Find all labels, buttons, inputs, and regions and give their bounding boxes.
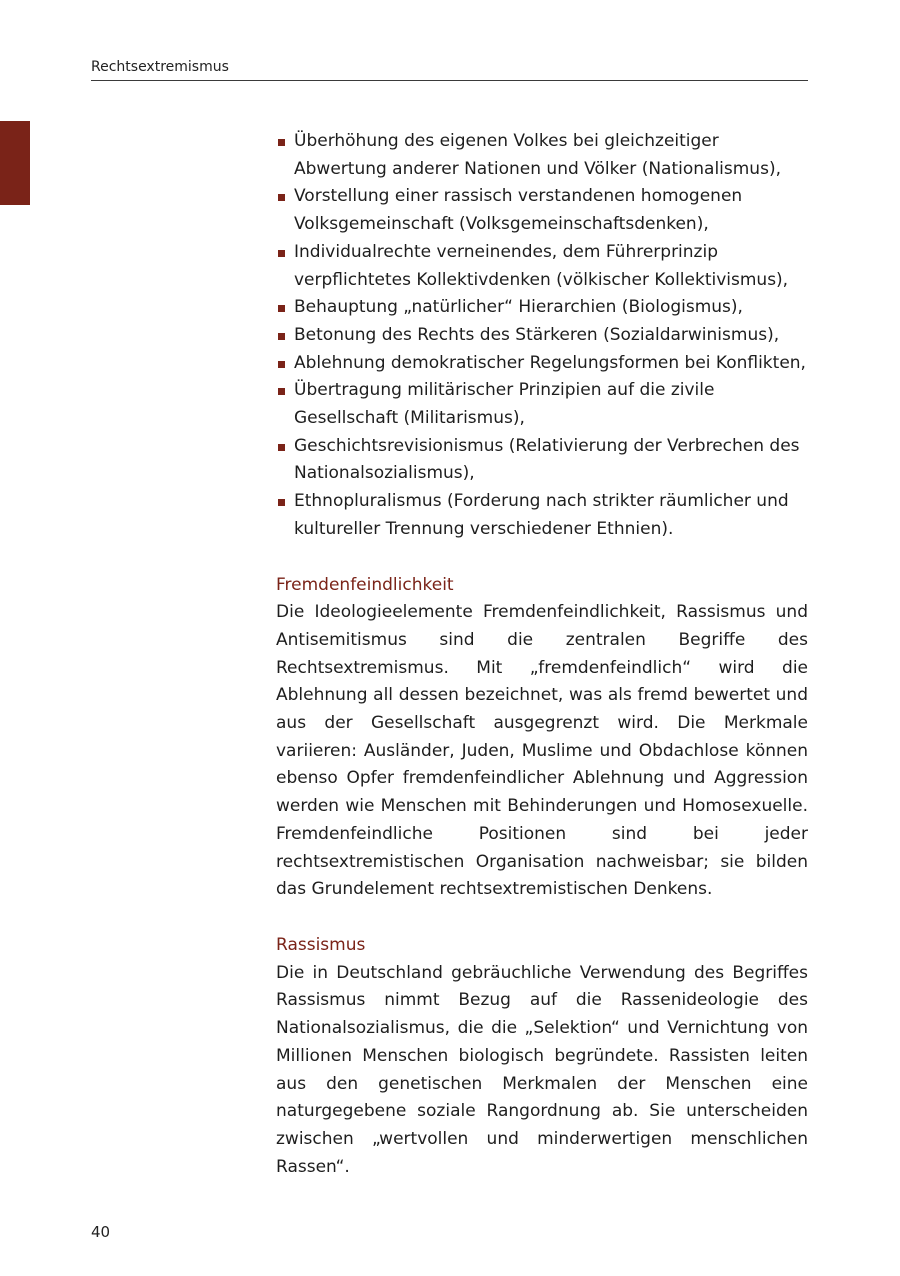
list-item — [276, 350, 808, 378]
page-number: 40 — [91, 1223, 111, 1241]
list-item — [276, 488, 808, 543]
list-item — [276, 433, 808, 488]
chapter-margin-tab — [0, 121, 30, 205]
list-item-text: Geschichtsrevisionismus (Relativierung der Verbrechen des Nationalsozialismus), — [294, 435, 800, 484]
list-item — [276, 294, 808, 322]
list-item-text: Behauptung „natürlicher“ Hierarchien (Biologismus), — [294, 297, 743, 318]
list-item-text: Betonung des Rechts des Stärkeren (Sozialdarwinismus), — [294, 324, 780, 345]
section-heading-fremdenfeindlichkeit: Fremdenfeindlichkeit — [276, 574, 454, 595]
square-bullet-icon — [278, 250, 285, 257]
square-bullet-icon — [278, 361, 285, 368]
square-bullet-icon — [278, 388, 285, 395]
list-item-text: Ethnopluralismus (Forderung nach strikter räumlicher und kultureller Trennung verschiedener Ethnien). — [294, 491, 789, 539]
running-header-title: Rechtsextremismus — [91, 59, 229, 75]
page-content — [276, 128, 808, 1181]
section-body-rassismus: Die in Deutschland gebräuchliche Verwendung des Begriffes Rassismus nimmt Bezug auf die Rassenideologie des Nationalsozialismus, die die „Selektion“ und Vernichtung von Millionen Menschen biologisch begründete. Rassisten leiten aus den genetischen Merkmalen der Menschen eine naturgegebene soziale Rangordnung ab. Sie unterscheiden zwischen „wertvollen und minderwertigen menschlichen Rassen“. — [276, 962, 808, 1177]
square-bullet-icon — [278, 499, 285, 506]
ideology-bullet-list — [276, 128, 808, 544]
square-bullet-icon — [278, 333, 285, 340]
list-item-text: Ablehnung demokratischer Regelungsformen bei Konflikten, — [294, 352, 806, 373]
section-body-fremdenfeindlichkeit: Die Ideologieelemente Fremdenfeindlichkeit, Rassismus und Antisemitismus sind die zentralen Begriffe des Rechtsextremismus. Mit „fremdenfeindlich“ wird die Ablehnung all dessen bezeichnet, was als fremd bewertet und aus der Gesellschaft ausgegrenzt wird. Die Merkmale variieren: Ausländer, Juden, Muslime und Obdachlose können ebenso Opfer fremdenfeindlicher Ablehnung und Aggression werden wie Menschen mit Behinderungen und Homosexuelle. Fremdenfeindliche Positionen sind bei jeder rechtsextremistischen Organisation nachweisbar; sie bilden das Grundelement rechtsextremistischen Denkens. — [276, 602, 808, 900]
header-rule — [91, 80, 808, 81]
square-bullet-icon — [278, 139, 285, 146]
list-item — [276, 322, 808, 350]
list-item-text: Vorstellung einer rassisch verstandenen homogenen Volksgemeinschaft (Volksgemeinschaftsdenken), — [294, 186, 743, 235]
section-heading-rassismus: Rassismus — [276, 934, 366, 955]
square-bullet-icon — [278, 444, 285, 451]
square-bullet-icon — [278, 305, 285, 312]
list-item-text: Übertragung militärischer Prinzipien auf die zivile Gesellschaft (Militarismus), — [294, 380, 715, 429]
list-item — [276, 183, 808, 238]
list-item — [276, 239, 808, 294]
list-item — [276, 377, 808, 432]
square-bullet-icon — [278, 194, 285, 201]
list-item-text: Individualrechte verneinendes, dem Führerprinzip verpflichtetes Kollektivdenken (völkischer Kollektivismus), — [294, 241, 789, 290]
list-item — [276, 128, 808, 183]
list-item-text: Überhöhung des eigenen Volkes bei gleichzeitiger Abwertung anderer Nationen und Völker (Nationalismus), — [294, 131, 781, 179]
